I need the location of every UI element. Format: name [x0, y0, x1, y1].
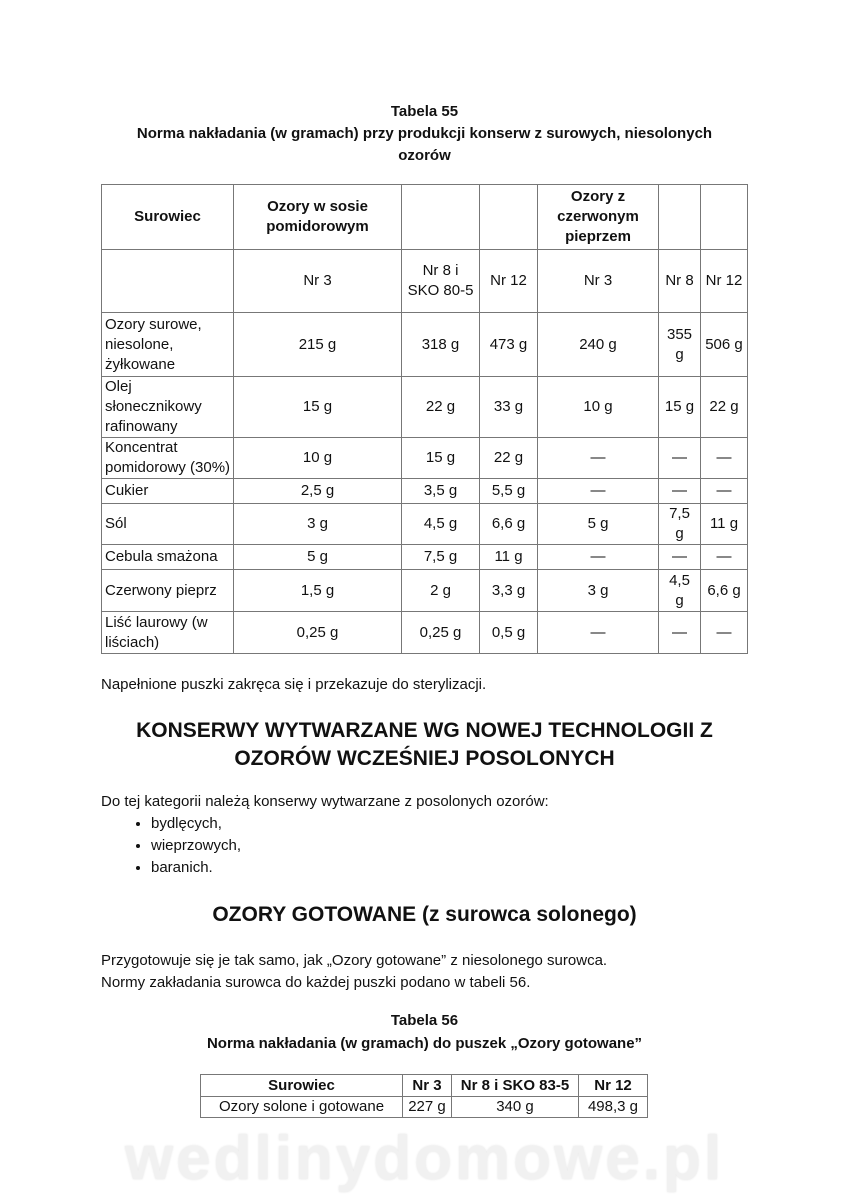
table-cell: 4,5 g — [402, 504, 480, 545]
table-cell: — — [538, 545, 659, 570]
table-cell: 6,6 g — [701, 570, 748, 612]
table-cell: 506 g — [701, 313, 748, 377]
table56-number: Tabela 56 — [390, 1012, 459, 1029]
table-cell: — — [659, 612, 701, 654]
table-cell: — — [538, 479, 659, 504]
table55-title: Norma nakładania (w gramach) przy produkcji konserw z surowych, niesolonych — [136, 125, 713, 142]
header-cell: Ozory z czerwonym pieprzem — [538, 185, 659, 250]
row-label-cell: Liść laurowy (w liściach) — [102, 612, 234, 654]
table-cell: 10 g — [538, 377, 659, 438]
table-cell: 22 g — [402, 377, 480, 438]
header-cell — [402, 185, 480, 250]
table55-number: Tabela 55 — [390, 103, 459, 120]
table-cell: — — [701, 612, 748, 654]
table-cell: 10 g — [234, 438, 402, 479]
header-cell: Ozory w sosie pomidorowym — [234, 185, 402, 250]
table-row — [201, 1097, 648, 1118]
table-cell: 5,5 g — [480, 479, 538, 504]
header-cell — [480, 185, 538, 250]
table-cell: 15 g — [659, 377, 701, 438]
table-cell: 240 g — [538, 313, 659, 377]
table-cell: 15 g — [234, 377, 402, 438]
table-cell: — — [701, 479, 748, 504]
header-cell: Nr 12 — [579, 1075, 648, 1097]
table-cell: — — [538, 612, 659, 654]
table55 — [101, 184, 748, 654]
section-heading: KONSERWY WYTWARZANE WG NOWEJ TECHNOLOGII Z — [136, 719, 713, 742]
table-row — [102, 313, 748, 377]
subheader-cell: Nr 12 — [701, 250, 748, 313]
table-row — [102, 612, 748, 654]
header-cell: Nr 3 — [403, 1075, 452, 1097]
table-cell: 22 g — [480, 438, 538, 479]
table-cell: — — [701, 438, 748, 479]
row-label-cell: Cebula smażona — [102, 545, 234, 570]
table-row — [102, 377, 748, 438]
header-cell: Surowiec — [102, 185, 234, 250]
table-cell: 7,5 g — [659, 504, 701, 545]
section-intro: Do tej kategorii należą konserwy wytwarzane z posolonych ozorów: — [101, 793, 549, 810]
table-cell: Ozory solone i gotowane — [201, 1097, 403, 1118]
subheader-cell: Nr 12 — [480, 250, 538, 313]
table-cell: 340 g — [452, 1097, 579, 1118]
table-cell: 215 g — [234, 313, 402, 377]
header-cell — [701, 185, 748, 250]
table-cell: — — [701, 545, 748, 570]
table-cell: — — [659, 545, 701, 570]
table-cell: 5 g — [234, 545, 402, 570]
header-cell: Nr 8 i SKO 83-5 — [452, 1075, 579, 1097]
table-cell: 3,3 g — [480, 570, 538, 612]
table-cell: 473 g — [480, 313, 538, 377]
row-label-cell: Czerwony pieprz — [102, 570, 234, 612]
table-cell: 4,5 g — [659, 570, 701, 612]
page-content — [0, 184, 849, 1194]
table-subheader-row — [102, 250, 748, 313]
sterilization-note: Napełnione puszki zakręca się i przekazuje do sterylizacji. — [101, 676, 487, 693]
table-cell: 22 g — [701, 377, 748, 438]
table-cell: 2 g — [402, 570, 480, 612]
section-heading-cont: OZORÓW WCZEŚNIEJ POSOLONYCH — [234, 747, 615, 770]
table56-title: Norma nakładania (w gramach) do puszek „Ozory gotowane” — [206, 1035, 643, 1052]
row-label-cell: Koncentrat pomidorowy (30%) — [102, 438, 234, 479]
subheader-cell — [102, 250, 234, 313]
watermark: wedlinydomowe.pl — [124, 1124, 725, 1193]
table-cell: — — [659, 479, 701, 504]
table-row — [102, 504, 748, 545]
row-label-cell: Ozory surowe, niesolone, żyłkowane — [102, 313, 234, 377]
table-cell: 3,5 g — [402, 479, 480, 504]
header-cell — [659, 185, 701, 250]
table-cell: 15 g — [402, 438, 480, 479]
table-cell: 0,25 g — [234, 612, 402, 654]
table-cell: 3 g — [538, 570, 659, 612]
table-header-row — [102, 185, 748, 250]
table-row — [102, 479, 748, 504]
table-cell: 2,5 g — [234, 479, 402, 504]
table-cell: — — [659, 438, 701, 479]
table-cell: — — [538, 438, 659, 479]
table-row — [102, 545, 748, 570]
table-cell: 0,25 g — [402, 612, 480, 654]
paragraph-line: Przygotowuje się je tak samo, jak „Ozory gotowane” z niesolonego surowca. — [101, 952, 608, 969]
table-cell: 33 g — [480, 377, 538, 438]
list-item: • bydlęcych, — [151, 813, 849, 835]
list-item: • baranich. — [151, 857, 849, 879]
subheader-cell: Nr 8 — [659, 250, 701, 313]
subheader-cell: Nr 3 — [234, 250, 402, 313]
table-cell: 0,5 g — [480, 612, 538, 654]
table-cell: 7,5 g — [402, 545, 480, 570]
subsection-heading: OZORY GOTOWANE (z surowca solonego) — [212, 903, 637, 926]
table-header-row — [201, 1075, 648, 1097]
table-cell: 227 g — [403, 1097, 452, 1118]
table-cell: 6,6 g — [480, 504, 538, 545]
list-item: • wieprzowych, — [151, 835, 849, 857]
table-cell: 11 g — [701, 504, 748, 545]
subheader-cell: Nr 3 — [538, 250, 659, 313]
row-label-cell: Sól — [102, 504, 234, 545]
table-cell: 3 g — [234, 504, 402, 545]
table-row — [102, 570, 748, 612]
header-cell: Surowiec — [201, 1075, 403, 1097]
table55-title-cont: ozorów — [398, 147, 451, 164]
paragraph-line: Normy zakładania surowca do każdej puszki podano w tabeli 56. — [101, 974, 531, 991]
table-cell: 11 g — [480, 545, 538, 570]
table-cell: 318 g — [402, 313, 480, 377]
tongue-types-list — [0, 813, 849, 879]
table56 — [200, 1074, 648, 1118]
table-cell: 1,5 g — [234, 570, 402, 612]
row-label-cell: Cukier — [102, 479, 234, 504]
table-cell: 5 g — [538, 504, 659, 545]
table-cell: 355 g — [659, 313, 701, 377]
table-cell: 498,3 g — [579, 1097, 648, 1118]
table-row — [102, 438, 748, 479]
subheader-cell: Nr 8 i SKO 80-5 — [402, 250, 480, 313]
row-label-cell: Olej słonecznikowy rafinowany — [102, 377, 234, 438]
